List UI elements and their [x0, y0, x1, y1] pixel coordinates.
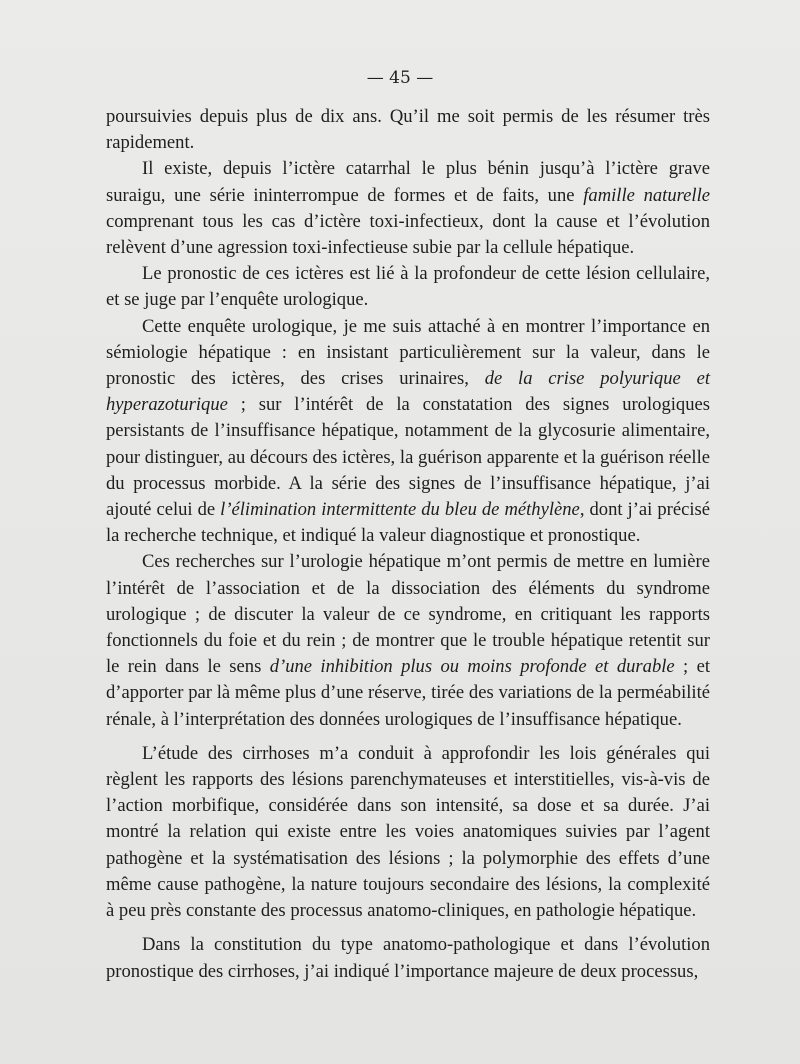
- text-run: ; sur l’intérêt de la constatation des signes urologiques persistants de l’insuffisance hépatique, notamment de la glycosurie alimentaire, pour distinguer, au décours des ictères, la guérison apparente et la guérison réelle du processus morbide. A la série des signes de l’insuffisance hépatique, j’ai ajouté celui de: [106, 394, 710, 521]
- text-run: comprenant tous les cas d’ictère toxi-infectieux, dont la cause et l’évolution relèvent d’une agression toxi-infectieuse subie par la cellule hépatique.: [106, 210, 710, 259]
- text-run: Ces recherches sur l’urologie hépatique m’ont permis de mettre en lumière l’intérêt de l’association et de la dissociation des éléments du syndrome urologique ; de discuter la valeur de ce syndrome, en critiquant les rapports fonctionnels du foie et du rein ; de montrer que le trouble hépatique retentit sur le rein dans le sens: [106, 551, 710, 678]
- paragraph: [106, 104, 710, 156]
- paragraph: [106, 156, 710, 261]
- text-run: poursuivies depuis plus de dix ans. Qu’il me soit permis de les résumer très rapidement.: [106, 106, 710, 154]
- paragraph: [106, 741, 710, 924]
- text-run: Dans la constitution du type anatomo-pathologique et dans l’évolution pronostique des cirrhoses, j’ai indiqué l’importance majeure de deux processus,: [106, 934, 710, 982]
- paragraph: [106, 314, 710, 550]
- italic-phrase: l’élimination intermittente du bleu de méthylène: [220, 499, 580, 521]
- italic-phrase: famille naturelle: [583, 184, 711, 206]
- paragraph: [106, 549, 710, 732]
- text-run: Le pronostic de ces ictères est lié à la profondeur de cette lésion cellulaire, et se juge par l’enquête urologique.: [106, 263, 710, 311]
- text-run: , dont j’ai précisé la recherche technique, et indiqué la valeur diagnostique et pronostique.: [106, 499, 710, 547]
- italic-phrase: de la crise polyurique et hyperazoturique: [106, 368, 710, 416]
- body-text: [106, 104, 710, 985]
- italic-phrase: d’une inhibition plus ou moins profonde et durable: [269, 656, 675, 678]
- paragraph: [106, 932, 710, 984]
- text-run: Cette enquête urologique, je me suis attaché à en montrer l’importance en sémiologie hépatique : en insistant particulièrement sur la valeur, dans le pronostic des ictères, des crises urinaires,: [106, 315, 710, 390]
- page-number: — 45 —: [366, 68, 434, 88]
- paragraph: [106, 261, 710, 313]
- text-run: ; et d’apporter par là même plus d’une réserve, tirée des variations de la perméabilité rénale, à l’interprétation des données urologiques de l’insuffisance hépatique.: [106, 656, 710, 730]
- text-run: Il existe, depuis l’ictère catarrhal le plus bénin jusqu’à l’ictère grave suraigu, une série ininterrompue de formes et de faits, une: [106, 158, 710, 206]
- text-run: L’étude des cirrhoses m’a conduit à approfondir les lois générales qui règlent les rapports des lésions parenchymateuses et interstitielles, vis-à-vis de l’action morbifique, considérée dans son intensité, sa dose et sa durée. J’ai montré la relation qui existe entre les voies anatomiques suivies par l’agent pathogène et la systématisation des lésions ; la polymorphie des effets d’une même cause pathogène, la nature toujours secondaire des lésions, la complexité à peu près constante des processus anatomo-cliniques, en pathologie hépatique.: [106, 742, 710, 922]
